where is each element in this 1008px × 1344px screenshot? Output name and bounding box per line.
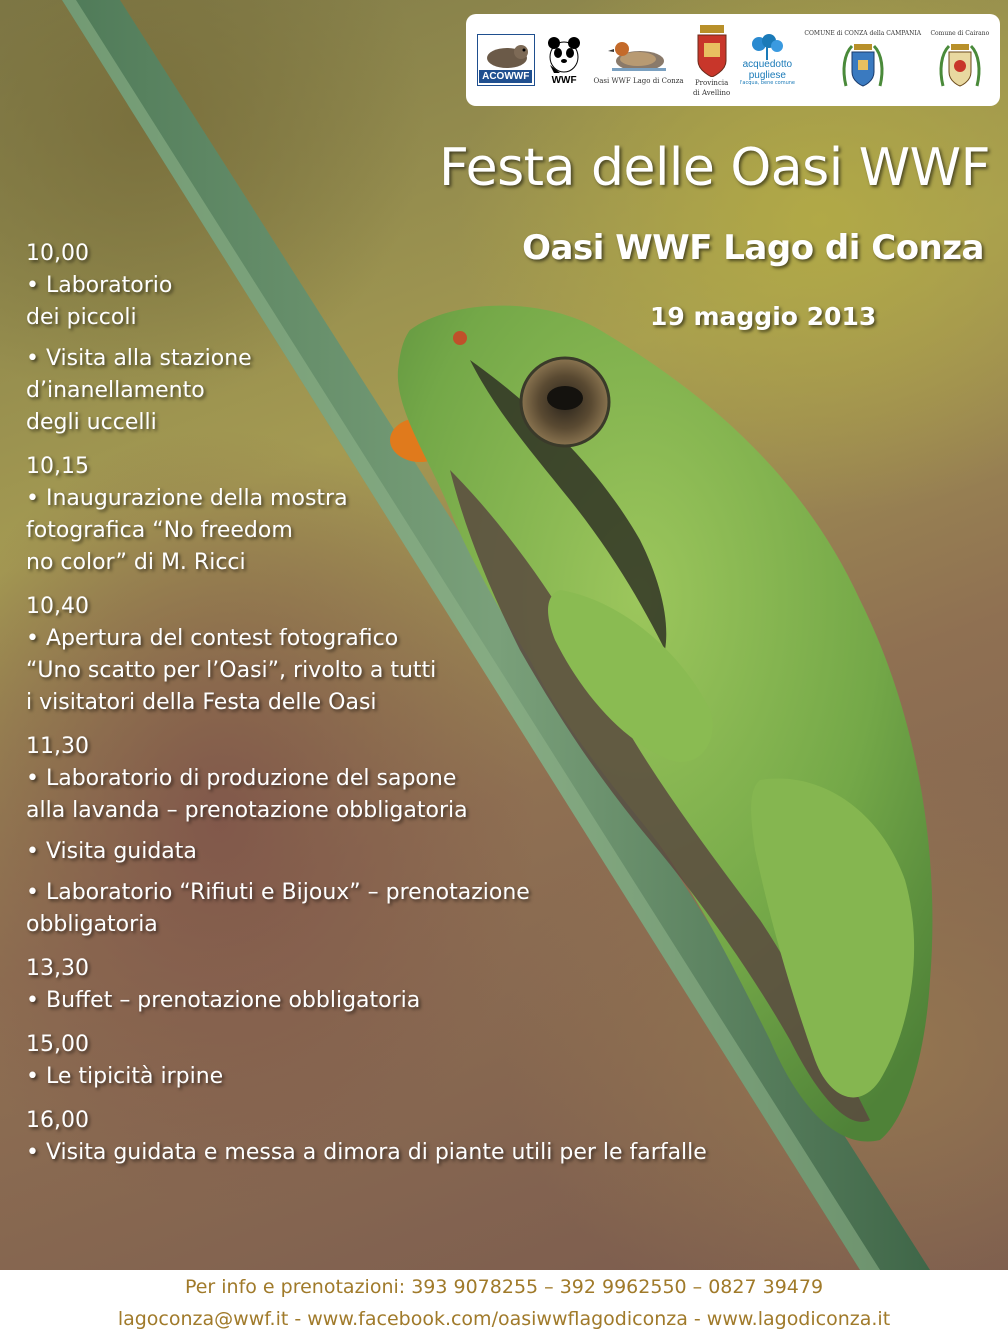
page-title: Festa delle Oasi WWF xyxy=(439,138,990,198)
item-line: • Laboratorio xyxy=(26,273,173,298)
schedule-slot xyxy=(26,238,666,439)
comune-conza-caption: COMUNE di CONZA della CAMPANIA xyxy=(804,30,922,37)
schedule-list xyxy=(26,238,707,1181)
schedule-slot xyxy=(26,591,666,719)
schedule-item xyxy=(26,270,666,334)
item-line: obbligatoria xyxy=(26,912,158,937)
slot-time: 11,30 xyxy=(26,734,89,759)
item-line: alla lavanda – prenotazione obbligatoria xyxy=(26,798,468,823)
comune-cairano-caption: Comune di Cairano xyxy=(930,30,990,37)
schedule-slot xyxy=(26,731,666,941)
duck-logo xyxy=(608,35,670,75)
item-line: “Uno scatto per l’Oasi”, rivolto a tutti xyxy=(26,658,437,683)
footer-contact xyxy=(0,1270,1008,1344)
crest-icon xyxy=(937,40,983,90)
item-line: no color” di M. Ricci xyxy=(26,550,246,575)
provincia-avellino-logo xyxy=(693,23,730,97)
provincia-caption-2: di Avellino xyxy=(693,89,731,97)
item-line: • Laboratorio di produzione del sapone xyxy=(26,766,457,791)
comune-conza-logo xyxy=(804,30,921,90)
slot-time: 15,00 xyxy=(26,1032,89,1057)
comune-cairano-logo xyxy=(930,30,989,90)
otter-logo xyxy=(481,42,531,70)
oasi-lago-conza-logo xyxy=(594,35,684,85)
item-line: • Buffet – prenotazione obbligatoria xyxy=(26,988,421,1013)
provincia-caption-1: Provincia xyxy=(694,79,729,87)
panda-logo xyxy=(544,35,584,75)
acquedotto-pugliese-logo xyxy=(740,34,795,86)
sponsor-logo-bar xyxy=(466,14,1000,106)
item-line: • Laboratorio “Rifiuti e Bijoux” – prenotazione xyxy=(26,880,530,905)
item-line: degli uccelli xyxy=(26,410,157,435)
schedule-slot xyxy=(26,451,666,579)
schedule-item xyxy=(26,985,666,1017)
slot-time: 13,30 xyxy=(26,956,89,981)
tree-logo xyxy=(747,34,787,60)
schedule-slot xyxy=(26,1029,666,1093)
acquedotto-sub: l'acqua, bene comune xyxy=(739,80,796,86)
wwf-label: WWF xyxy=(551,74,577,86)
footer-web-line[interactable]: lagoconza@wwf.it - www.facebook.com/oasiwwflagodiconza - www.lagodiconza.it xyxy=(117,1308,891,1330)
schedule-slot xyxy=(26,1105,707,1169)
item-line: • Le tipicità irpine xyxy=(26,1064,224,1089)
item-line: • Apertura del contest fotografico xyxy=(26,626,399,651)
oasi-caption: Oasi WWF Lago di Conza xyxy=(593,77,684,85)
acowwf-label: ACOWWF xyxy=(479,70,532,83)
schedule-item xyxy=(26,877,666,941)
item-line: • Inaugurazione della mostra xyxy=(26,486,348,511)
event-date: 19 maggio 2013 xyxy=(650,302,877,331)
footer-phone-line: Per info e prenotazioni: 393 9078255 – 392 9962550 – 0827 39479 xyxy=(184,1276,824,1298)
acquedotto-line2: pugliese xyxy=(748,70,786,81)
schedule-item xyxy=(26,1137,707,1169)
schedule-item xyxy=(26,836,666,868)
wwf-logo xyxy=(544,35,584,86)
acquedotto-line1: acquedotto xyxy=(742,59,793,70)
slot-time: 10,15 xyxy=(26,454,89,479)
schedule-item xyxy=(26,483,666,579)
schedule-item xyxy=(26,343,666,439)
item-line: i visitatori della Festa delle Oasi xyxy=(26,690,377,715)
item-line: • Visita alla stazione xyxy=(26,346,252,371)
item-line: fotografica “No freedom xyxy=(26,518,293,543)
item-line: d’inanellamento xyxy=(26,378,205,403)
schedule-slot xyxy=(26,953,666,1017)
item-line: dei piccoli xyxy=(26,305,137,330)
schedule-item xyxy=(26,1061,666,1093)
item-line: • Visita guidata e messa a dimora di piante utili per le farfalle xyxy=(26,1140,707,1165)
crest-icon xyxy=(694,23,730,77)
page-subtitle: Oasi WWF Lago di Conza xyxy=(522,228,984,268)
crest-icon xyxy=(840,40,886,90)
item-line: • Visita guidata xyxy=(26,839,197,864)
acowwf-logo xyxy=(477,34,535,86)
slot-time: 16,00 xyxy=(26,1108,89,1133)
slot-time: 10,40 xyxy=(26,594,89,619)
schedule-item xyxy=(26,763,666,827)
slot-time: 10,00 xyxy=(26,241,89,266)
schedule-item xyxy=(26,623,666,719)
